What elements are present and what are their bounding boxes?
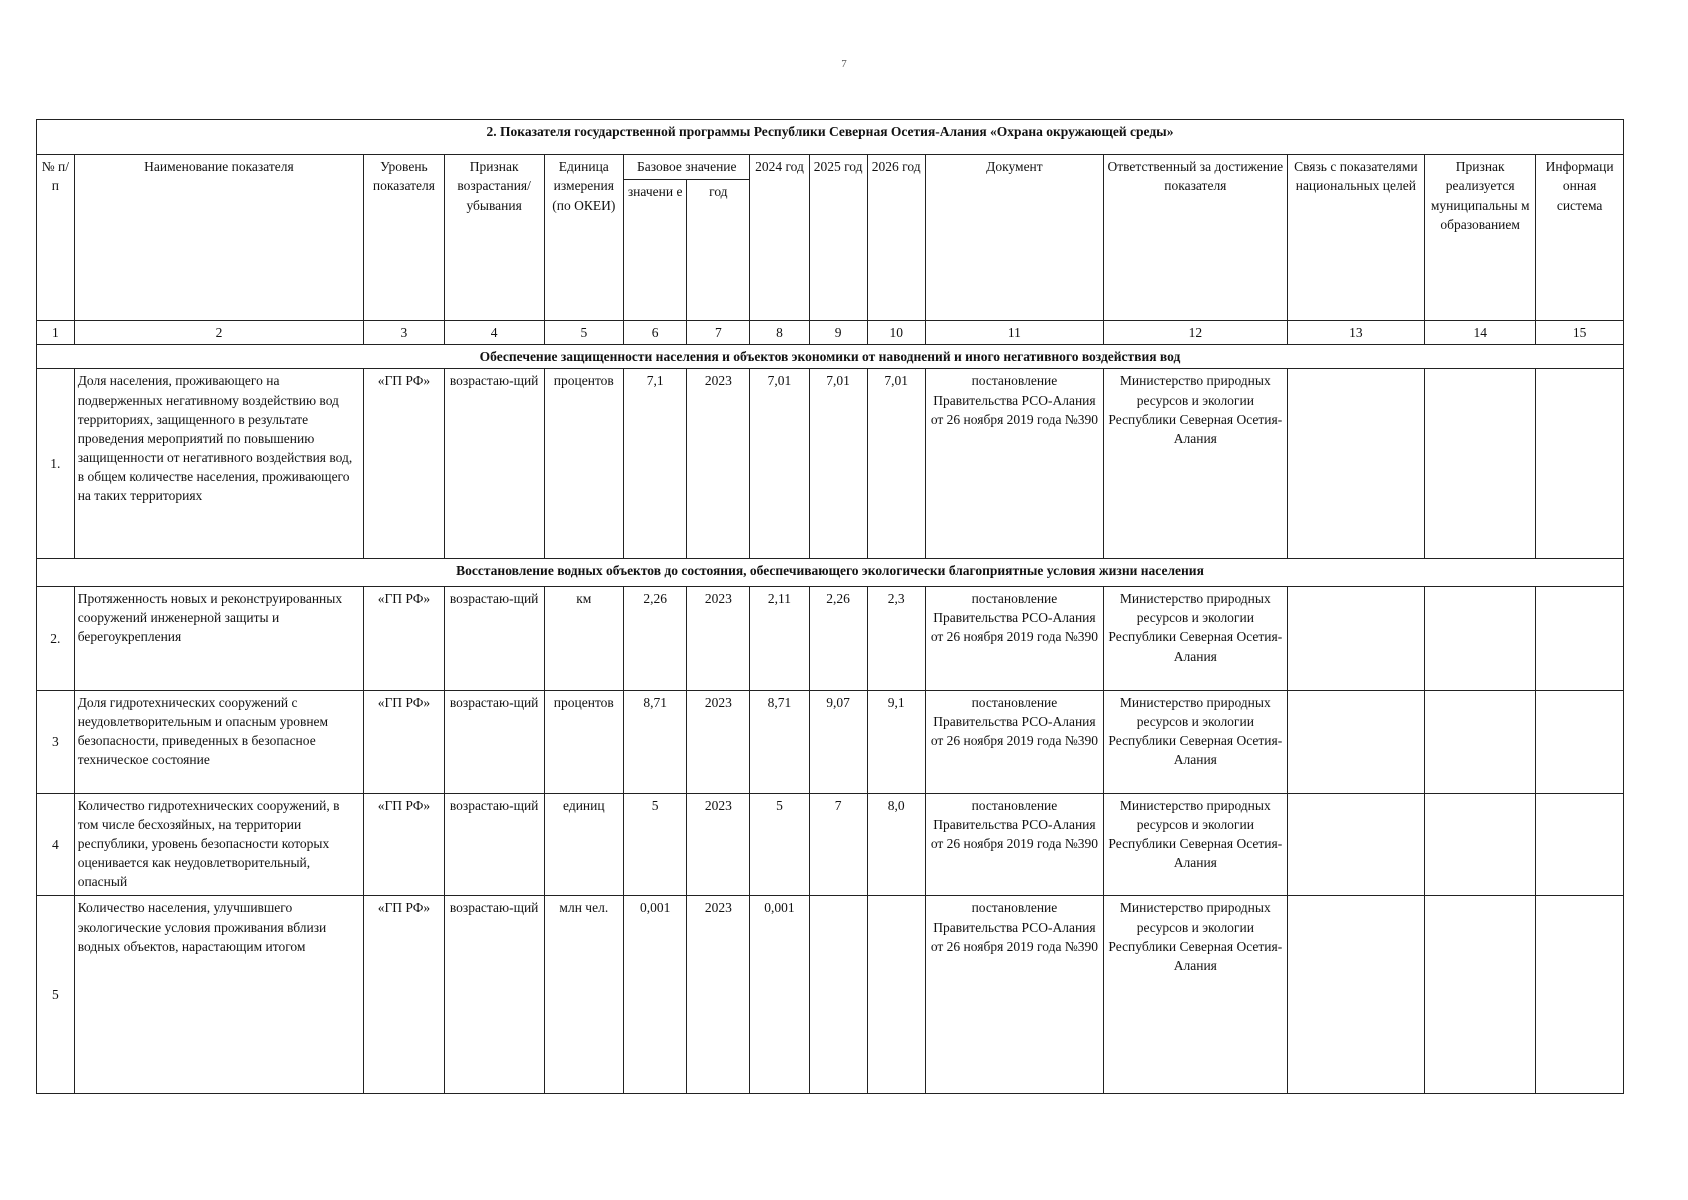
header-num: № п/п [37, 155, 75, 320]
column-number: 12 [1104, 320, 1287, 344]
header-base-value: значени е [624, 179, 687, 320]
row-num: 5 [37, 896, 75, 1094]
header-document: Документ [925, 155, 1103, 320]
base-year: 2023 [687, 690, 750, 793]
row-num: 3 [37, 690, 75, 793]
value-2025: 9,07 [809, 690, 867, 793]
document: постановление Правительства РСО-Алания от 26 ноября 2019 года №390 [925, 587, 1103, 691]
info-system-cell [1536, 369, 1624, 558]
table-row [37, 896, 1624, 1094]
national-goals-cell [1287, 587, 1425, 691]
value-2024: 7,01 [750, 369, 809, 558]
header-2024: 2024 год [750, 155, 809, 320]
municipal-cell [1425, 793, 1536, 896]
national-goals-cell [1287, 690, 1425, 793]
section-title: Восстановление водных объектов до состояния, обеспечивающего экологически благоприятные условия жизни населения [37, 558, 1624, 586]
header-responsible: Ответственный за достижение показателя [1104, 155, 1287, 320]
indicator-level: «ГП РФ» [364, 793, 445, 896]
national-goals-cell [1287, 793, 1425, 896]
value-2025: 7 [809, 793, 867, 896]
municipal-cell [1425, 587, 1536, 691]
row-num: 4 [37, 793, 75, 896]
responsible: Министерство природных ресурсов и экологии Республики Северная Осетия-Алания [1104, 896, 1287, 1094]
municipal-cell [1425, 690, 1536, 793]
value-2024: 8,71 [750, 690, 809, 793]
column-number: 9 [809, 320, 867, 344]
column-numbers-row [37, 320, 1624, 344]
row-num: 2. [37, 587, 75, 691]
column-number: 10 [867, 320, 925, 344]
row-num: 1. [37, 369, 75, 558]
header-info-system: Информаци онная система [1536, 155, 1624, 320]
indicator-level: «ГП РФ» [364, 896, 445, 1094]
header-name: Наименование показателя [74, 155, 363, 320]
header-2025: 2025 год [809, 155, 867, 320]
document: постановление Правительства РСО-Алания от 26 ноября 2019 года №390 [925, 896, 1103, 1094]
indicator-unit: процентов [544, 369, 624, 558]
indicator-trend: возрастаю-щий [444, 690, 544, 793]
header-national-goals: Связь с показателями национальных целей [1287, 155, 1425, 320]
indicator-unit: млн чел. [544, 896, 624, 1094]
indicator-trend: возрастаю-щий [444, 793, 544, 896]
value-2025: 7,01 [809, 369, 867, 558]
document: постановление Правительства РСО-Алания от 26 ноября 2019 года №390 [925, 690, 1103, 793]
value-2024: 2,11 [750, 587, 809, 691]
base-value: 0,001 [624, 896, 687, 1094]
indicators-table [36, 119, 1624, 1094]
header-base-group: Базовое значение [624, 155, 750, 179]
table-row [37, 793, 1624, 896]
indicator-name: Доля гидротехнических сооружений с неудовлетворительным и опасным уровнем безопасности, приведенных в безопасное техническое состояние [74, 690, 363, 793]
indicator-name: Количество населения, улучшившего экологические условия проживания вблизи водных объектов, нарастающим итогом [74, 896, 363, 1094]
value-2026: 7,01 [867, 369, 925, 558]
header-trend: Признак возрастания/ убывания [444, 155, 544, 320]
header-2026: 2026 год [867, 155, 925, 320]
indicator-unit: км [544, 587, 624, 691]
value-2026 [867, 896, 925, 1094]
indicator-level: «ГП РФ» [364, 690, 445, 793]
table-row [37, 587, 1624, 691]
base-value: 7,1 [624, 369, 687, 558]
table-row [37, 690, 1624, 793]
indicator-level: «ГП РФ» [364, 369, 445, 558]
header-level: Уровень показателя [364, 155, 445, 320]
table-title: 2. Показателя государственной программы Республики Северная Осетия-Алания «Охрана окружающей среды» [37, 120, 1624, 155]
base-year: 2023 [687, 793, 750, 896]
indicator-unit: процентов [544, 690, 624, 793]
base-value: 8,71 [624, 690, 687, 793]
base-value: 2,26 [624, 587, 687, 691]
responsible: Министерство природных ресурсов и экологии Республики Северная Осетия-Алания [1104, 587, 1287, 691]
base-value: 5 [624, 793, 687, 896]
responsible: Министерство природных ресурсов и экологии Республики Северная Осетия-Алания [1104, 793, 1287, 896]
document: постановление Правительства РСО-Алания от 26 ноября 2019 года №390 [925, 793, 1103, 896]
page-number: 7 [841, 58, 847, 70]
header-unit: Единица измерения (по ОКЕИ) [544, 155, 624, 320]
section-title: Обеспечение защищенности населения и объектов экономики от наводнений и иного негативного воздействия вод [37, 345, 1624, 369]
indicator-trend: возрастаю-щий [444, 896, 544, 1094]
column-number: 15 [1536, 320, 1624, 344]
header-municipal: Признак реализуется муниципальны м образованием [1425, 155, 1536, 320]
indicator-name: Протяженность новых и реконструированных сооружений инженерной защиты и берегоукрепления [74, 587, 363, 691]
column-number: 6 [624, 320, 687, 344]
column-number: 11 [925, 320, 1103, 344]
municipal-cell [1425, 896, 1536, 1094]
indicator-level: «ГП РФ» [364, 587, 445, 691]
national-goals-cell [1287, 896, 1425, 1094]
value-2024: 0,001 [750, 896, 809, 1094]
base-year: 2023 [687, 896, 750, 1094]
indicator-name: Количество гидротехнических сооружений, в том числе бесхозяйных, на территории республики, уровень безопасности которых оценивается как неудовлетворительный, опасный [74, 793, 363, 896]
info-system-cell [1536, 793, 1624, 896]
base-year: 2023 [687, 369, 750, 558]
indicator-unit: единиц [544, 793, 624, 896]
column-number: 1 [37, 320, 75, 344]
table-row [37, 369, 1624, 558]
national-goals-cell [1287, 369, 1425, 558]
document: постановление Правительства РСО-Алания от 26 ноября 2019 года №390 [925, 369, 1103, 558]
indicator-name: Доля населения, проживающего на подверженных негативному воздействию вод территориях, защищенного в результате проведения мероприятий по повышению защищенности от негативного воздействия вод, в общем количестве населения, проживающего на таких территориях [74, 369, 363, 558]
value-2024: 5 [750, 793, 809, 896]
indicator-trend: возрастаю-щий [444, 369, 544, 558]
column-number: 4 [444, 320, 544, 344]
base-year: 2023 [687, 587, 750, 691]
value-2025 [809, 896, 867, 1094]
column-number: 13 [1287, 320, 1425, 344]
value-2025: 2,26 [809, 587, 867, 691]
column-number: 5 [544, 320, 624, 344]
column-number: 3 [364, 320, 445, 344]
indicator-trend: возрастаю-щий [444, 587, 544, 691]
value-2026: 9,1 [867, 690, 925, 793]
value-2026: 2,3 [867, 587, 925, 691]
municipal-cell [1425, 369, 1536, 558]
column-number: 2 [74, 320, 363, 344]
responsible: Министерство природных ресурсов и экологии Республики Северная Осетия-Алания [1104, 369, 1287, 558]
info-system-cell [1536, 690, 1624, 793]
info-system-cell [1536, 896, 1624, 1094]
responsible: Министерство природных ресурсов и экологии Республики Северная Осетия-Алания [1104, 690, 1287, 793]
info-system-cell [1536, 587, 1624, 691]
value-2026: 8,0 [867, 793, 925, 896]
column-number: 14 [1425, 320, 1536, 344]
column-number: 8 [750, 320, 809, 344]
header-base-year: год [687, 179, 750, 320]
column-number: 7 [687, 320, 750, 344]
